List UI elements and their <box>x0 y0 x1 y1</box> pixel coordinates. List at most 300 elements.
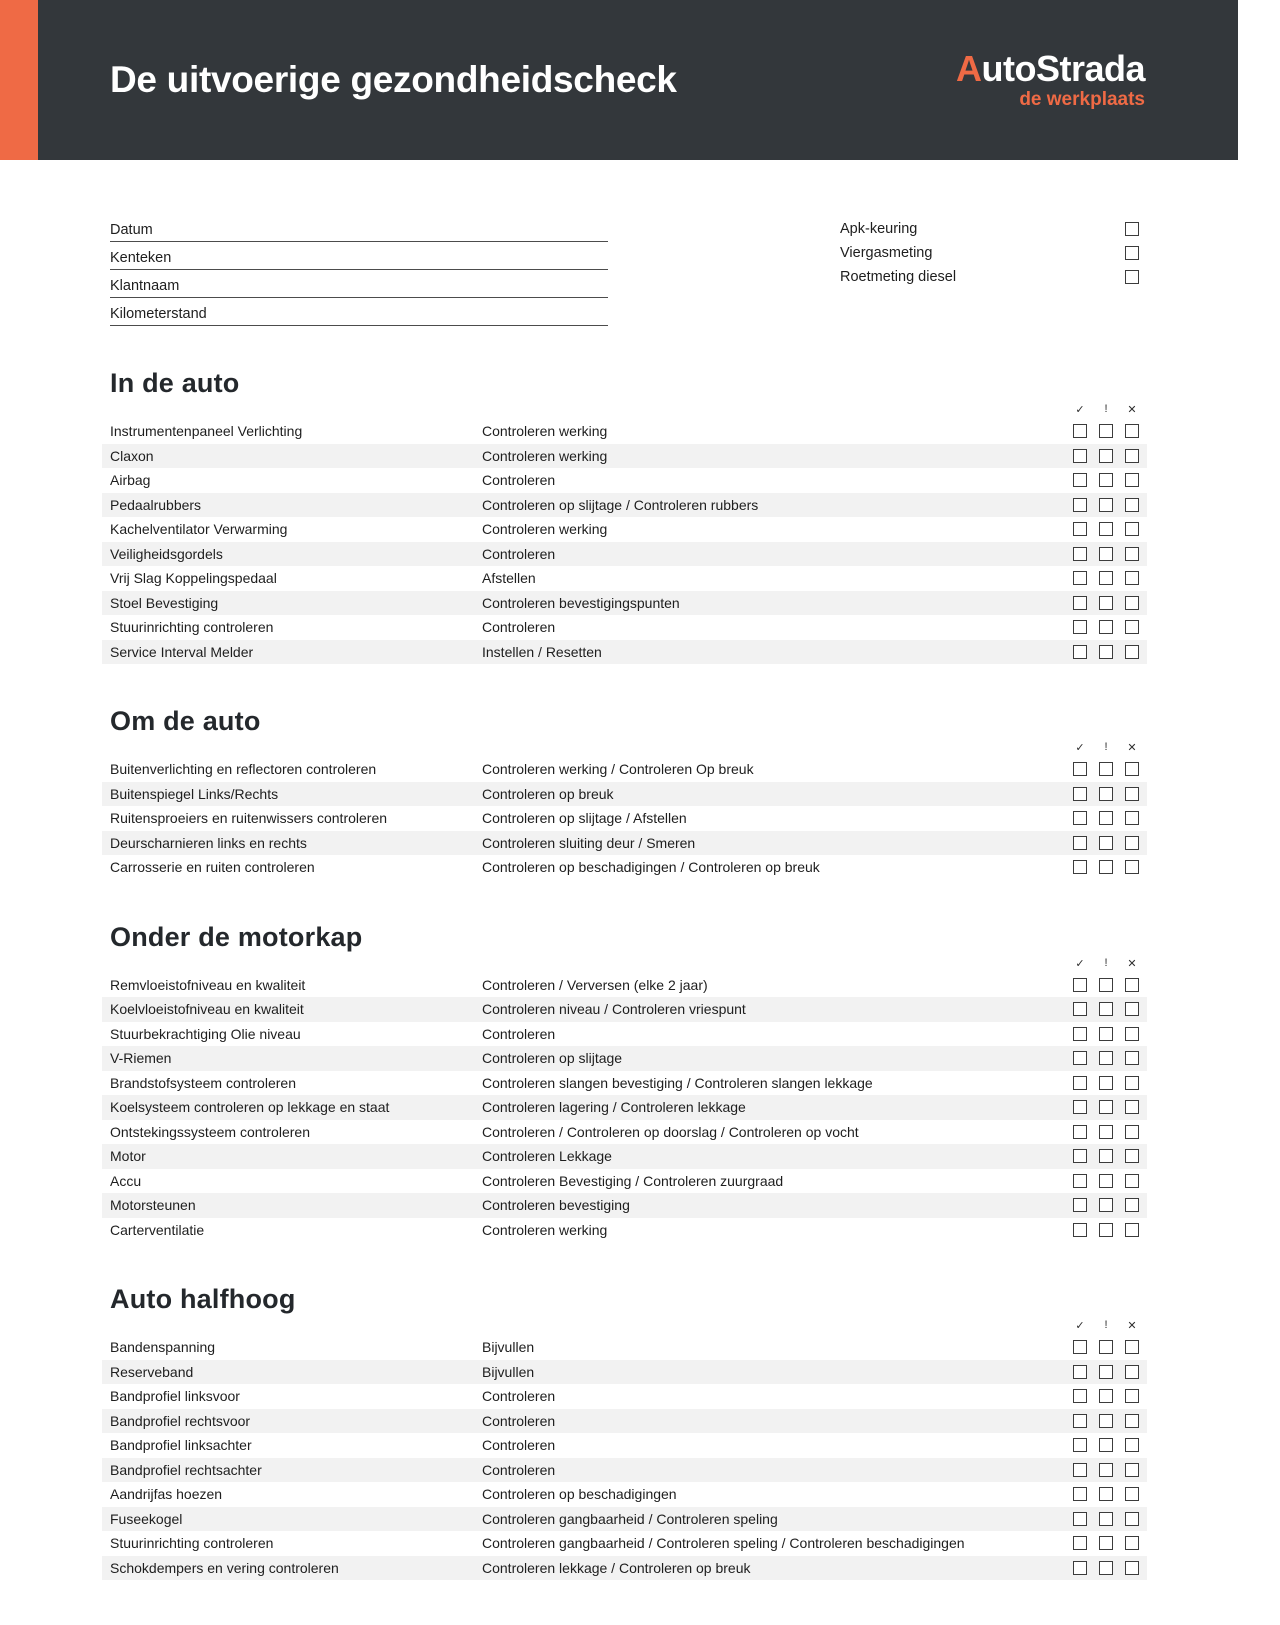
checkbox-ok[interactable] <box>1073 449 1087 463</box>
checkbox-fail[interactable] <box>1125 1389 1139 1403</box>
item-action: Bijvullen <box>482 1339 535 1356</box>
item-action: Controleren niveau / Controleren vriespunt <box>482 1001 746 1018</box>
checkbox-attention[interactable] <box>1099 547 1113 561</box>
status-checkboxes <box>1073 1125 1139 1139</box>
item-action: Controleren lekkage / Controleren op breuk <box>482 1559 751 1576</box>
checklist-row <box>102 1218 1147 1243</box>
checkbox-ok[interactable] <box>1073 1512 1087 1526</box>
attention-column-icon: ! <box>1104 403 1108 415</box>
option-label: Roetmeting diesel <box>840 269 957 285</box>
checkbox-ok[interactable] <box>1073 1198 1087 1212</box>
checkbox-fail[interactable] <box>1125 449 1139 463</box>
item-label: Koelsysteem controleren op lekkage en staat <box>110 1099 390 1116</box>
checklist-row <box>102 1482 1147 1507</box>
checkbox-ok[interactable] <box>1073 1051 1087 1065</box>
status-header <box>110 957 1139 970</box>
status-header <box>110 1319 1139 1332</box>
checklist-row <box>102 1507 1147 1532</box>
header-banner <box>38 0 1238 160</box>
checkbox-ok[interactable] <box>1073 645 1087 659</box>
checkbox-fail[interactable] <box>1125 1438 1139 1452</box>
checkbox-fail[interactable] <box>1125 645 1139 659</box>
checklist-row <box>102 1335 1147 1360</box>
checkbox-ok[interactable] <box>1073 1414 1087 1428</box>
item-action: Controleren <box>482 1437 556 1454</box>
item-label: Buitenverlichting en reflectoren controleren <box>110 761 377 778</box>
ok-column-icon: ✓ <box>1075 1320 1085 1332</box>
item-action: Controleren werking <box>482 447 608 464</box>
item-action: Controleren op slijtage / Afstellen <box>482 810 687 827</box>
checkbox-ok[interactable] <box>1073 1100 1087 1114</box>
checkbox-fail[interactable] <box>1125 1149 1139 1163</box>
status-checkboxes <box>1073 1414 1139 1428</box>
checkbox-ok[interactable] <box>1073 1438 1087 1452</box>
item-label: Carrosserie en ruiten controleren <box>110 859 315 876</box>
section-title: Auto halfhoog <box>110 1284 296 1314</box>
item-action: Controleren / Controleren op doorslag / Controleren op vocht <box>482 1123 859 1140</box>
item-label: Reserveband <box>110 1363 194 1380</box>
logo <box>955 48 1145 110</box>
item-action: Controleren Bevestiging / Controleren zuurgraad <box>482 1172 784 1189</box>
checkbox-attention[interactable] <box>1099 1149 1113 1163</box>
item-action: Controleren werking <box>482 423 608 440</box>
logo-tagline: de werkplaats <box>1019 89 1145 110</box>
checkbox-attention[interactable] <box>1099 498 1113 512</box>
checkbox-fail[interactable] <box>1125 860 1139 874</box>
ok-column-icon: ✓ <box>1075 742 1085 754</box>
logo-brand-text: utoStrada <box>981 48 1145 89</box>
item-label: Airbag <box>110 472 151 489</box>
item-label: Pedaalrubbers <box>110 496 202 513</box>
checkbox-attention[interactable] <box>1099 1463 1113 1477</box>
section-title: In de auto <box>110 368 240 398</box>
checkbox-fail[interactable] <box>1125 1536 1139 1550</box>
checkbox-attention[interactable] <box>1099 1223 1113 1237</box>
item-label: Veiligheidsgordels <box>110 545 223 562</box>
fail-column-icon: ✕ <box>1127 404 1137 416</box>
item-label: Remvloeistofniveau en kwaliteit <box>110 976 306 993</box>
item-label: Deurscharnieren links en rechts <box>110 834 307 851</box>
status-checkboxes <box>1073 473 1139 487</box>
status-checkboxes <box>1073 522 1139 536</box>
checkbox-attention[interactable] <box>1099 522 1113 536</box>
status-checkboxes <box>1073 1561 1139 1575</box>
section-rows <box>102 973 1147 1243</box>
checklist-row <box>102 1071 1147 1096</box>
checkbox-ok[interactable] <box>1073 1389 1087 1403</box>
status-checkboxes <box>1073 1149 1139 1163</box>
option-row <box>840 241 1139 265</box>
item-action: Controleren <box>482 472 556 489</box>
checkbox-attention[interactable] <box>1099 1100 1113 1114</box>
item-label: Buitenspiegel Links/Rechts <box>110 785 279 802</box>
section-in-de-auto <box>110 368 1139 664</box>
item-action: Controleren bevestiging <box>482 1197 630 1214</box>
checkbox-fail[interactable] <box>1125 1002 1139 1016</box>
section-rows <box>102 757 1147 880</box>
klantnaam-input[interactable] <box>179 270 608 294</box>
item-label: V-Riemen <box>110 1050 172 1067</box>
checkbox-attention[interactable] <box>1099 424 1113 438</box>
status-checkboxes <box>1073 571 1139 585</box>
checkbox-fail[interactable] <box>1125 547 1139 561</box>
logo-brand <box>955 48 1145 89</box>
checkbox-ok[interactable] <box>1073 1076 1087 1090</box>
status-checkboxes <box>1073 1463 1139 1477</box>
status-checkboxes <box>1073 1174 1139 1188</box>
checkbox-fail[interactable] <box>1125 762 1139 776</box>
form-field <box>110 298 608 326</box>
checkbox-fail[interactable] <box>1125 1198 1139 1212</box>
section-title: Onder de motorkap <box>110 921 363 952</box>
checkbox-attention[interactable] <box>1099 596 1113 610</box>
item-label: Motorsteunen <box>110 1197 196 1214</box>
checkbox-attention[interactable] <box>1099 1125 1113 1139</box>
form-area <box>0 160 1280 326</box>
section-onder-de-motorkap <box>110 922 1139 1243</box>
checkbox-ok[interactable] <box>1073 1149 1087 1163</box>
checkbox-ok[interactable] <box>1073 836 1087 850</box>
item-label: Brandstofsysteem controleren <box>110 1074 296 1091</box>
section-title: Om de auto <box>110 706 261 736</box>
item-label: Instrumentenpaneel Verlichting <box>110 423 303 440</box>
status-header <box>110 741 1139 754</box>
field-label: Kenteken <box>110 250 172 266</box>
status-checkboxes <box>1073 1487 1139 1501</box>
checklist-row <box>102 855 1147 880</box>
checkbox-fail[interactable] <box>1125 620 1139 634</box>
item-action: Controleren / Verversen (elke 2 jaar) <box>482 976 708 993</box>
status-checkboxes <box>1073 1512 1139 1526</box>
checkbox-fail[interactable] <box>1125 1487 1139 1501</box>
checkbox-ok[interactable] <box>1073 1340 1087 1354</box>
logo-mark: A <box>955 48 982 89</box>
checkbox-ok[interactable] <box>1073 473 1087 487</box>
status-checkboxes <box>1073 1076 1139 1090</box>
checklist-row <box>102 997 1147 1022</box>
item-label: Carterventilatie <box>110 1221 205 1238</box>
checkbox-attention[interactable] <box>1099 571 1113 585</box>
item-label: Kachelventilator Verwarming <box>110 521 288 538</box>
checkbox-attention[interactable] <box>1099 1438 1113 1452</box>
item-label: Bandprofiel linksvoor <box>110 1388 240 1405</box>
checkbox-attention[interactable] <box>1099 811 1113 825</box>
item-label: Bandenspanning <box>110 1339 216 1356</box>
attention-column-icon: ! <box>1104 956 1108 969</box>
checklist-row <box>102 640 1147 665</box>
status-checkboxes <box>1073 547 1139 561</box>
checkbox-ok[interactable] <box>1073 1223 1087 1237</box>
checkbox-attention[interactable] <box>1099 1027 1113 1041</box>
checkbox-fail[interactable] <box>1125 1125 1139 1139</box>
checklist-row <box>102 1046 1147 1071</box>
checkbox-fail[interactable] <box>1125 1223 1139 1237</box>
fail-column-icon: ✕ <box>1127 957 1137 970</box>
status-checkboxes <box>1073 498 1139 512</box>
checkbox-attention[interactable] <box>1099 449 1113 463</box>
fail-column-icon: ✕ <box>1127 1320 1137 1332</box>
checkbox-ok[interactable] <box>1073 762 1087 776</box>
checkbox-ok[interactable] <box>1073 522 1087 536</box>
roetmeting-diesel-checkbox[interactable] <box>1125 270 1139 284</box>
item-action: Controleren <box>482 1412 556 1429</box>
checkbox-attention[interactable] <box>1099 978 1113 992</box>
status-checkboxes <box>1073 1198 1139 1212</box>
field-label: Kilometerstand <box>110 306 207 322</box>
item-label: Stuurinrichting controleren <box>110 1535 274 1552</box>
checklist-row <box>102 782 1147 807</box>
item-label: Aandrijfas hoezen <box>110 1486 223 1503</box>
checkbox-fail[interactable] <box>1125 1561 1139 1575</box>
checkbox-ok[interactable] <box>1073 547 1087 561</box>
status-checkboxes <box>1073 978 1139 992</box>
item-label: Bandprofiel rechtsachter <box>110 1461 262 1478</box>
checkbox-ok[interactable] <box>1073 424 1087 438</box>
checkbox-attention[interactable] <box>1099 1198 1113 1212</box>
kenteken-input[interactable] <box>171 242 608 266</box>
checkbox-attention[interactable] <box>1099 1076 1113 1090</box>
inspection-options <box>840 214 1139 326</box>
checklist-row <box>102 757 1147 782</box>
checkbox-fail[interactable] <box>1125 571 1139 585</box>
item-action: Controleren bevestigingspunten <box>482 594 680 611</box>
checkbox-attention[interactable] <box>1099 1051 1113 1065</box>
item-action: Afstellen <box>482 570 536 587</box>
checklist-row <box>102 1022 1147 1047</box>
checkbox-ok[interactable] <box>1073 1463 1087 1477</box>
status-checkboxes <box>1073 1438 1139 1452</box>
checklist-row <box>102 419 1147 444</box>
item-action: Controleren werking / Controleren Op breuk <box>482 761 754 778</box>
option-label: Apk-keuring <box>840 221 918 237</box>
checklist-row <box>102 973 1147 998</box>
checkbox-fail[interactable] <box>1125 1463 1139 1477</box>
checkbox-attention[interactable] <box>1099 1174 1113 1188</box>
checkbox-attention[interactable] <box>1099 1389 1113 1403</box>
checklist-row <box>102 831 1147 856</box>
checkbox-ok[interactable] <box>1073 620 1087 634</box>
checkbox-attention[interactable] <box>1099 620 1113 634</box>
checkbox-ok[interactable] <box>1073 571 1087 585</box>
item-label: Bandprofiel linksachter <box>110 1437 252 1454</box>
option-label: Viergasmeting <box>840 245 933 261</box>
checklist-row <box>102 566 1147 591</box>
item-action: Controleren werking <box>482 1221 608 1238</box>
checklist-row <box>102 1384 1147 1409</box>
checkbox-fail[interactable] <box>1125 1027 1139 1041</box>
checklist-row <box>102 493 1147 518</box>
accent-bar <box>0 0 38 160</box>
apk-keuring-checkbox[interactable] <box>1125 222 1139 236</box>
checkbox-attention[interactable] <box>1099 1414 1113 1428</box>
checklist-row <box>102 1360 1147 1385</box>
status-checkboxes <box>1073 1536 1139 1550</box>
checklist-row <box>102 1433 1147 1458</box>
checklist-row <box>102 1120 1147 1145</box>
item-label: Schokdempers en vering controleren <box>110 1559 339 1576</box>
checkbox-fail[interactable] <box>1125 1051 1139 1065</box>
item-label: Stoel Bevestiging <box>110 594 219 611</box>
item-action: Controleren werking <box>482 521 608 538</box>
checklist-row <box>102 542 1147 567</box>
page-title: De uitvoerige gezondheidscheck <box>110 59 677 100</box>
checkbox-attention[interactable] <box>1099 1536 1113 1550</box>
item-action: Controleren gangbaarheid / Controleren speling / Controleren beschadigingen <box>482 1535 965 1552</box>
item-label: Claxon <box>110 447 154 464</box>
checkbox-fail[interactable] <box>1125 424 1139 438</box>
form-field <box>110 270 608 298</box>
item-label: Stuurinrichting controleren <box>110 619 274 636</box>
checkbox-ok[interactable] <box>1073 1125 1087 1139</box>
section-rows <box>102 1335 1147 1580</box>
status-checkboxes <box>1073 424 1139 438</box>
form-field <box>110 214 608 242</box>
status-checkboxes <box>1073 1389 1139 1403</box>
status-checkboxes <box>1073 449 1139 463</box>
checkbox-ok[interactable] <box>1073 787 1087 801</box>
checkbox-fail[interactable] <box>1125 498 1139 512</box>
status-checkboxes <box>1073 860 1139 874</box>
checklist-row <box>102 1409 1147 1434</box>
checklist-row <box>102 615 1147 640</box>
option-row <box>840 217 1139 241</box>
checkbox-fail[interactable] <box>1125 1340 1139 1354</box>
attention-column-icon: ! <box>1104 1319 1108 1331</box>
fail-column-icon: ✕ <box>1127 742 1137 754</box>
text-fields <box>110 214 608 326</box>
status-header <box>110 403 1139 416</box>
checkbox-fail[interactable] <box>1125 787 1139 801</box>
status-checkboxes <box>1073 1365 1139 1379</box>
checkbox-ok[interactable] <box>1073 1174 1087 1188</box>
checkbox-ok[interactable] <box>1073 1002 1087 1016</box>
item-action: Controleren op beschadigingen <box>482 1486 677 1503</box>
checkbox-attention[interactable] <box>1099 836 1113 850</box>
checkbox-attention[interactable] <box>1099 860 1113 874</box>
viergasmeting-checkbox[interactable] <box>1125 246 1139 260</box>
status-checkboxes <box>1073 1051 1139 1065</box>
checkbox-ok[interactable] <box>1073 1561 1087 1575</box>
item-label: Bandprofiel rechtsvoor <box>110 1412 251 1429</box>
header <box>0 0 1280 160</box>
status-checkboxes <box>1073 645 1139 659</box>
checkbox-attention[interactable] <box>1099 1002 1113 1016</box>
checkbox-attention[interactable] <box>1099 787 1113 801</box>
checkbox-ok[interactable] <box>1073 1365 1087 1379</box>
item-action: Controleren op breuk <box>482 785 614 802</box>
item-action: Controleren op slijtage / Controleren rubbers <box>482 496 759 513</box>
form-field <box>110 242 608 270</box>
status-checkboxes <box>1073 620 1139 634</box>
item-action: Controleren sluiting deur / Smeren <box>482 834 696 851</box>
checkbox-fail[interactable] <box>1125 1174 1139 1188</box>
checkbox-attention[interactable] <box>1099 1340 1113 1354</box>
ok-column-icon: ✓ <box>1075 957 1085 970</box>
checkbox-fail[interactable] <box>1125 1414 1139 1428</box>
checkbox-attention[interactable] <box>1099 1487 1113 1501</box>
item-action: Controleren <box>482 1388 556 1405</box>
item-action: Controleren slangen bevestiging / Controleren slangen lekkage <box>482 1074 873 1091</box>
item-label: Vrij Slag Koppelingspedaal <box>110 570 277 587</box>
status-checkboxes <box>1073 762 1139 776</box>
item-label: Ruitensproeiers en ruitenwissers controleren <box>110 810 388 827</box>
checkbox-attention[interactable] <box>1099 645 1113 659</box>
kilometerstand-input[interactable] <box>207 298 608 322</box>
item-label: Koelvloeistofniveau en kwaliteit <box>110 1001 304 1018</box>
checkbox-attention[interactable] <box>1099 1512 1113 1526</box>
item-action: Controleren op beschadigingen / Controleren op breuk <box>482 859 820 876</box>
checkbox-fail[interactable] <box>1125 978 1139 992</box>
status-checkboxes <box>1073 596 1139 610</box>
checkbox-fail[interactable] <box>1125 1076 1139 1090</box>
checkbox-attention[interactable] <box>1099 762 1113 776</box>
checkbox-ok[interactable] <box>1073 860 1087 874</box>
checkbox-fail[interactable] <box>1125 522 1139 536</box>
checklist-row <box>102 517 1147 542</box>
item-action: Controleren <box>482 1461 556 1478</box>
checkbox-ok[interactable] <box>1073 811 1087 825</box>
datum-input[interactable] <box>153 214 608 238</box>
checklist-row <box>102 1458 1147 1483</box>
checkbox-fail[interactable] <box>1125 1512 1139 1526</box>
checkbox-fail[interactable] <box>1125 473 1139 487</box>
checkbox-attention[interactable] <box>1099 473 1113 487</box>
item-label: Fuseekogel <box>110 1510 183 1527</box>
item-label: Stuurbekrachtiging Olie niveau <box>110 1025 301 1042</box>
checkbox-fail[interactable] <box>1125 1365 1139 1379</box>
status-checkboxes <box>1073 836 1139 850</box>
checklist-row <box>102 1556 1147 1581</box>
field-label: Datum <box>110 222 153 238</box>
item-label: Service Interval Melder <box>110 643 254 660</box>
item-action: Controleren <box>482 1025 556 1042</box>
status-checkboxes <box>1073 787 1139 801</box>
checkbox-attention[interactable] <box>1099 1561 1113 1575</box>
checkbox-ok[interactable] <box>1073 596 1087 610</box>
checkbox-ok[interactable] <box>1073 498 1087 512</box>
attention-column-icon: ! <box>1104 741 1108 753</box>
item-label: Ontstekingssysteem controleren <box>110 1123 310 1140</box>
checkbox-ok[interactable] <box>1073 1487 1087 1501</box>
checkbox-ok[interactable] <box>1073 1536 1087 1550</box>
checklist-row <box>102 444 1147 469</box>
status-checkboxes <box>1073 1223 1139 1237</box>
option-row <box>840 265 1139 289</box>
sections <box>0 368 1280 1580</box>
checkbox-fail[interactable] <box>1125 811 1139 825</box>
checkbox-fail[interactable] <box>1125 596 1139 610</box>
checkbox-ok[interactable] <box>1073 978 1087 992</box>
status-checkboxes <box>1073 1340 1139 1354</box>
item-action: Controleren <box>482 545 556 562</box>
checkbox-attention[interactable] <box>1099 1365 1113 1379</box>
status-checkboxes <box>1073 1100 1139 1114</box>
item-action: Controleren op slijtage <box>482 1050 623 1067</box>
section-om-de-auto <box>110 706 1139 880</box>
item-action: Controleren <box>482 619 556 636</box>
checkbox-fail[interactable] <box>1125 836 1139 850</box>
section-rows <box>102 419 1147 664</box>
item-action: Controleren gangbaarheid / Controleren speling <box>482 1510 778 1527</box>
checkbox-ok[interactable] <box>1073 1027 1087 1041</box>
checklist-row <box>102 591 1147 616</box>
item-action: Bijvullen <box>482 1363 535 1380</box>
status-checkboxes <box>1073 1002 1139 1016</box>
checkbox-fail[interactable] <box>1125 1100 1139 1114</box>
checklist-row <box>102 468 1147 493</box>
item-label: Motor <box>110 1148 146 1165</box>
item-action: Instellen / Resetten <box>482 643 602 660</box>
